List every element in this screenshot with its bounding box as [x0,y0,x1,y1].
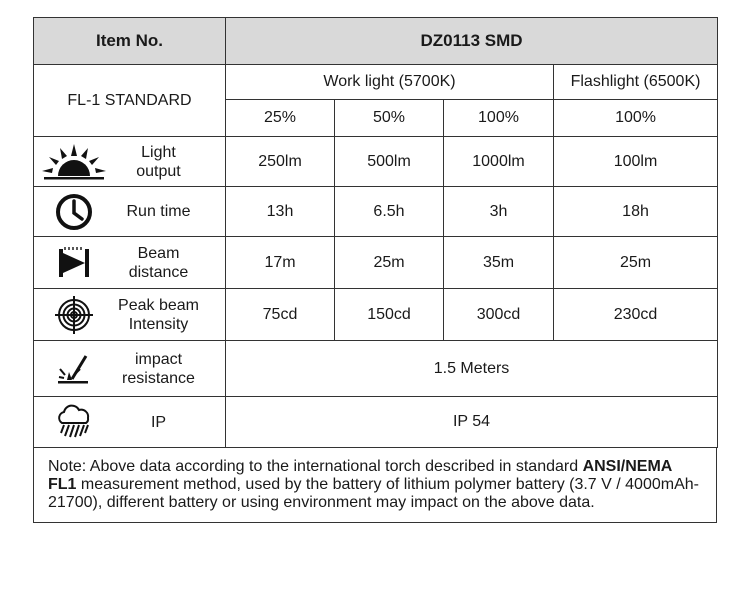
impact-label-2: resistance [122,369,195,387]
run-time-value: 18h [554,187,718,237]
run-time-param [34,187,226,237]
spec-sheet [33,17,717,523]
sun-icon [40,142,108,182]
impact-row [34,341,718,397]
rain-cloud-icon [54,403,94,441]
impact-label-1: impact [134,350,183,368]
peak-beam-row [34,289,718,341]
header-row [34,18,718,65]
note-text-2: measurement method, used by the battery of lithium polymer battery (3.7 V / 4000mAh-21700), different battery or using environment may impact on the above data. [48,476,699,511]
ip-value: IP 54 [226,397,718,448]
ip-param [34,397,226,448]
clock-icon [54,192,94,232]
light-output-row [34,137,718,187]
model-header: DZ0113 SMD [226,18,718,65]
level-cell: 50% [335,100,444,137]
note-standard: ANSI/NEMA FL1 [48,458,672,493]
standard-label: FL-1 STANDARD [34,65,226,137]
beam-distance-value: 35m [444,237,554,289]
note-text-1: Note: Above data according to the international torch described in standard [48,458,583,475]
peak-beam-value: 300cd [444,289,554,341]
peak-beam-value: 230cd [554,289,718,341]
run-time-value: 3h [444,187,554,237]
ip-row [34,397,718,448]
target-icon [54,295,94,335]
footnote [33,448,717,523]
flashlight-mode: Flashlight (6500K) [554,65,718,100]
light-output-label-2: output [136,162,181,180]
beam-distance-label-1: Beam [137,244,180,262]
beam-distance-value: 25m [554,237,718,289]
beam-distance-value: 17m [226,237,335,289]
impact-icon [56,353,92,385]
light-output-value: 1000lm [444,137,554,187]
ip-label: IP [150,413,167,431]
item-no-header: Item No. [34,18,226,65]
beam-distance-value: 25m [335,237,444,289]
peak-beam-label-1: Peak beam [118,296,199,314]
work-light-mode: Work light (5700K) [226,65,554,100]
run-time-row [34,187,718,237]
beam-distance-label-2: distance [128,263,189,281]
impact-param [34,341,226,397]
run-time-value: 6.5h [335,187,444,237]
run-time-value: 13h [226,187,335,237]
light-output-value: 500lm [335,137,444,187]
light-output-label-1: Light [141,143,176,161]
beam-distance-param [34,237,226,289]
run-time-label: Run time [126,203,191,220]
level-cell: 25% [226,100,335,137]
peak-beam-value: 150cd [335,289,444,341]
peak-beam-value: 75cd [226,289,335,341]
beam-distance-row [34,237,718,289]
light-output-param [34,137,226,187]
level-cell: 100% [554,100,718,137]
peak-beam-param [34,289,226,341]
beam-icon [56,245,92,281]
mode-row [34,65,718,100]
impact-value: 1.5 Meters [226,341,718,397]
spec-table [33,17,718,448]
level-cell: 100% [444,100,554,137]
light-output-value: 100lm [554,137,718,187]
peak-beam-label-2: Intensity [128,315,189,333]
light-output-value: 250lm [226,137,335,187]
